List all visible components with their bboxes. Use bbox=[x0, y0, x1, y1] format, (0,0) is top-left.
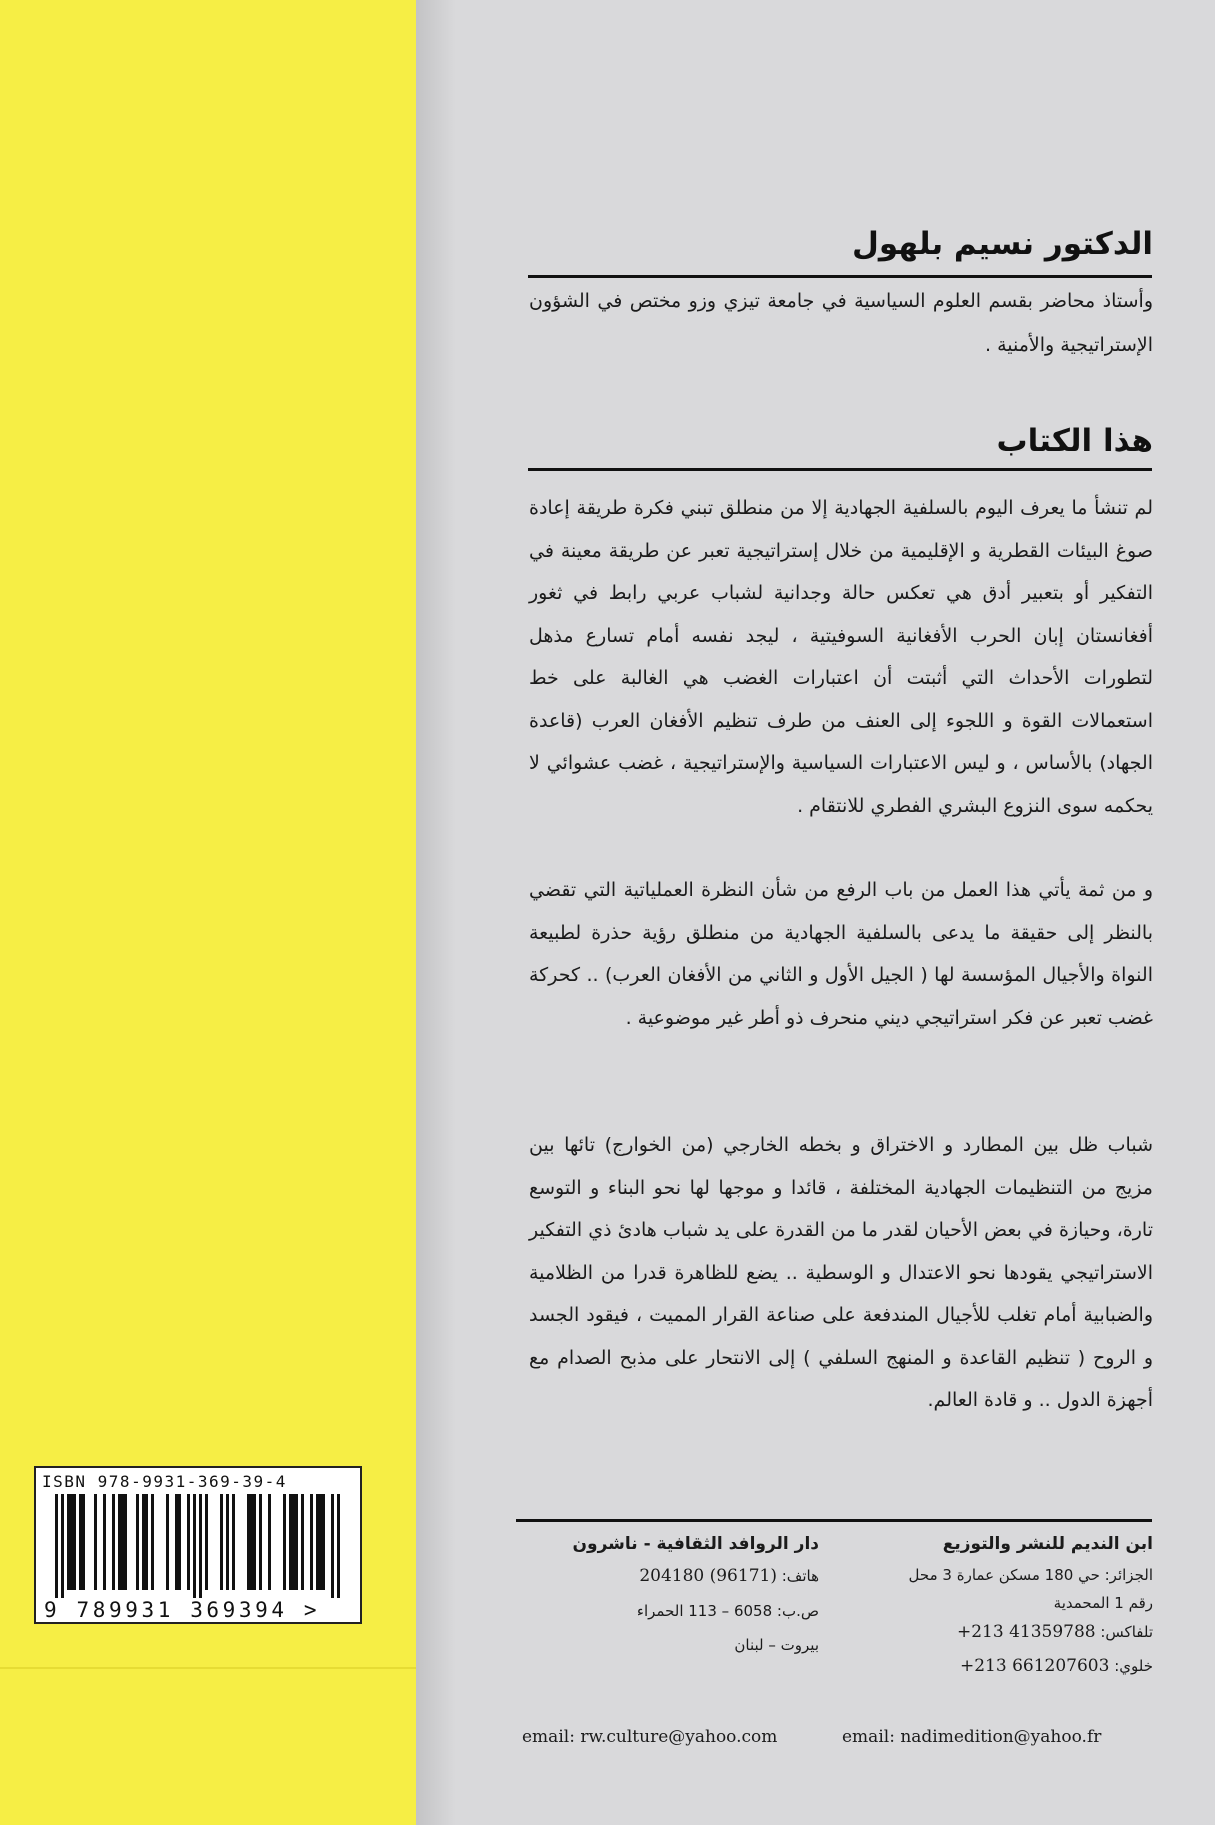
book-heading: هذا الكتاب bbox=[996, 423, 1153, 459]
publisher-right-address1: الجزائر: حي 180 مسكن عمارة 3 محل bbox=[908, 1566, 1153, 1584]
ean-digits: 9 789931 369394 > bbox=[44, 1598, 321, 1622]
book-heading-rule bbox=[528, 468, 1152, 471]
barcode-bar bbox=[166, 1494, 169, 1590]
barcode-bar bbox=[121, 1494, 124, 1590]
book-paragraph-1: لم تنشأ ما يعرف اليوم بالسلفية الجهادية إلا من منطلق تبني فكرة طريقة إعادة صوغ البيئات القطرية و الإقليمية من خلال إستراتيجية تعبر عن طريقة معينة في التفكير أو بتعبير أدق هي تعكس حالة وجدانية لشباب عربي رابط في ثغور أفغانستان إبان الحرب الأفغانية السوفيتية ، ليجد نفسه أمام تسارع مذهل لتطورات الأحداث التي أثبتت أن اعتبارات الغضب هي الغالبة على خط استعمالات القوة و اللجوء إلى العنف من طرف تنظيم الأفغان العرب (قاعدة الجهاد) بالأساس ، و ليس الاعتبارات السياسية والإستراتيجية ، غضب عشوائي لا يحكمه سوى النزوع البشري الفطري للانتقام . bbox=[529, 497, 1153, 817]
publisher-right bbox=[909, 1534, 1153, 1676]
barcode-bar bbox=[94, 1494, 97, 1590]
barcode-bar bbox=[193, 1494, 196, 1598]
book-paragraph-3: شباب ظل بين المطارد و الاختراق و بخطه الخارجي (من الخوارج) تائها بين مزيج من التنظيمات الجهادية المختلفة ، قائدا و موجها لها نحو البناء و التوسع تارة، وحيازة في بعض الأحيان لقدر ما من القدرة على يد شباب هادئ ذي التفكير الاستراتيجي يقودها نحو الاعتدال و الوسطية .. يضع للظاهرة قدرا من الظلامية والضبابية أمام تغلب للأجيال المندفعة على صناعة القرار المميت ، فيقود الجسد و الروح ( تنظيم القاعدة و المنهج السلفي ) إلى الانتحار على مذبح الصدام مع أجهزة الدول .. و قادة العالم. bbox=[529, 1134, 1153, 1411]
mobile-label: خلوي: bbox=[1114, 1657, 1153, 1675]
barcode-bar bbox=[187, 1494, 190, 1590]
barcode-bar bbox=[199, 1494, 202, 1598]
barcode-bar bbox=[337, 1494, 340, 1598]
barcode-bar bbox=[124, 1494, 127, 1590]
barcode-bar bbox=[283, 1494, 286, 1590]
publisher-right-email[interactable]: email: nadimedition@yahoo.fr bbox=[842, 1727, 1102, 1747]
barcode-bar bbox=[226, 1494, 229, 1590]
barcode-bar bbox=[61, 1494, 64, 1598]
barcode-bar bbox=[70, 1494, 73, 1590]
publisher-left-pobox: ص.ب: 6058 – 113 الحمراء bbox=[636, 1602, 819, 1620]
author-bio: وأستاذ محاضر بقسم العلوم السياسية في جامعة تيزي وزو مختص في الشؤون الإستراتيجية والأمنية . bbox=[529, 290, 1153, 356]
barcode-bar bbox=[136, 1494, 139, 1590]
barcode-bar bbox=[112, 1494, 115, 1590]
barcode-bar bbox=[289, 1494, 292, 1590]
publisher-left bbox=[573, 1534, 819, 1654]
barcode-bar bbox=[142, 1494, 145, 1590]
barcode-bar bbox=[232, 1494, 235, 1590]
barcode-bar bbox=[145, 1494, 148, 1590]
barcode-bar bbox=[79, 1494, 82, 1590]
publishers-rule bbox=[516, 1519, 1152, 1522]
barcode-bar bbox=[118, 1494, 121, 1590]
barcode-bar bbox=[151, 1494, 154, 1590]
publisher-right-mobile bbox=[909, 1656, 1153, 1676]
barcode-bar bbox=[310, 1494, 313, 1590]
barcode-bar bbox=[178, 1494, 181, 1590]
fax-number: +213 41359788 bbox=[956, 1622, 1096, 1642]
barcode-bar bbox=[331, 1494, 334, 1598]
barcode-bar bbox=[268, 1494, 271, 1590]
barcode-bar bbox=[175, 1494, 178, 1590]
barcode-bar bbox=[322, 1494, 325, 1590]
publisher-right-address2: رقم 1 المحمدية bbox=[1053, 1594, 1153, 1612]
publisher-left-city: بيروت – لبنان bbox=[734, 1636, 819, 1654]
publisher-left-name: دار الروافد الثقافية - ناشرون bbox=[572, 1534, 819, 1554]
barcode-bar bbox=[247, 1494, 250, 1590]
barcode-bar bbox=[67, 1494, 70, 1590]
barcode-bar bbox=[259, 1494, 262, 1590]
barcode-bar bbox=[205, 1494, 208, 1590]
mobile-number: +213 661207603 bbox=[959, 1656, 1110, 1676]
isbn-barcode bbox=[34, 1466, 362, 1624]
publisher-right-fax bbox=[909, 1622, 1153, 1642]
barcode-bar bbox=[295, 1494, 298, 1590]
publisher-right-name: ابن النديم للنشر والتوزيع bbox=[942, 1534, 1153, 1554]
barcode-bar bbox=[250, 1494, 253, 1590]
phone-label: هاتف: bbox=[781, 1567, 819, 1585]
barcode-bar bbox=[220, 1494, 223, 1590]
isbn-label: ISBN 978-9931-369-39-4 bbox=[42, 1472, 287, 1491]
barcode-bar bbox=[73, 1494, 76, 1590]
spine-divider bbox=[0, 1667, 416, 1669]
barcode-bar bbox=[103, 1494, 106, 1590]
barcode-bar bbox=[316, 1494, 319, 1590]
barcode-bar bbox=[301, 1494, 304, 1590]
publisher-left-phone bbox=[573, 1566, 819, 1586]
publisher-left-email[interactable]: email: rw.culture@yahoo.com bbox=[522, 1727, 778, 1747]
fax-label: تلفاكس: bbox=[1100, 1623, 1153, 1641]
author-heading: الدكتور نسيم بلهول bbox=[852, 226, 1153, 262]
barcode-bar bbox=[82, 1494, 85, 1590]
barcode-bar bbox=[319, 1494, 322, 1590]
barcode-bars bbox=[48, 1494, 348, 1598]
book-paragraph-2: و من ثمة يأتي هذا العمل من باب الرفع من شأن النظرة العملياتية التي تقضي بالنظر إلى حقيقة ما يدعى بالسلفية الجهادية من منطلق رؤية حذرة لطبيعة النواة والأجيال المؤسسة لها ( الجيل الأول و الثاني من الأفغان العرب) .. كحركة غضب تعبر عن فكر استراتيجي ديني منحرف ذو أطر غير موضوعية . bbox=[529, 879, 1153, 1029]
barcode-bar bbox=[55, 1494, 58, 1598]
barcode-bar bbox=[292, 1494, 295, 1590]
phone-number: 204180 (96171) bbox=[639, 1566, 777, 1586]
author-heading-rule bbox=[528, 275, 1152, 278]
barcode-bar bbox=[253, 1494, 256, 1590]
